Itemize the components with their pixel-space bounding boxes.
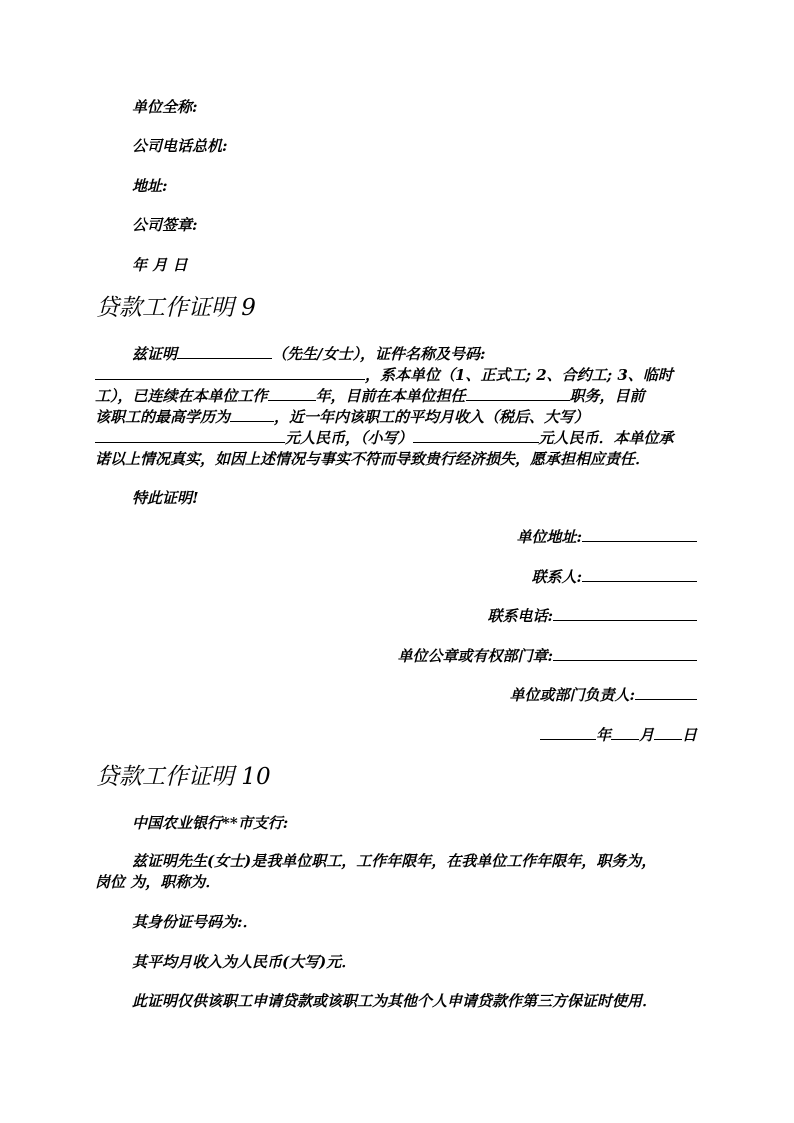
special-proof: 特此证明! [132,489,199,507]
para-text: 诺以上情况真实，如因上述情况与事实不符而导致贵行经济损失，愿承担相应责任． [95,450,651,468]
unit-address-row [516,527,697,547]
date-row [540,725,697,745]
contact-blank [582,567,697,582]
address-label: 地址: [132,177,168,195]
income-upper-blank [95,428,285,443]
income-lower-blank [413,428,539,443]
usage-line: 此证明仅供该职工申请贷款或该职工为其他个人申请贷款作第三方保证时使用． [132,992,658,1010]
head-blank [635,685,697,700]
day-label: 日 [681,726,697,744]
para-text: 工），已连续在本单位工作 [95,387,268,405]
position-blank [466,386,570,401]
para-text: 元人民币．本单位承 [538,429,674,447]
id-number-line: 其身份证号码为:． [132,913,258,931]
contact-phone-blank [553,606,697,621]
years-blank [268,386,316,401]
company-phone-label: 公司电话总机: [132,137,228,155]
seal-row [397,646,697,666]
year-label: 年 [595,726,611,744]
name-blank [177,344,272,359]
unit-address-blank [582,527,697,542]
seal-label: 单位公章或有权部门章: [397,647,553,665]
unit-address-label: 单位地址: [516,528,582,546]
month-label: 月 [638,726,654,744]
section9-heading: 贷款工作证明 9 [96,295,256,321]
income-line: 其平均月收入为人民币(大写)元． [132,953,357,971]
para-text: ，系本单位（1、正式工; 2、合约工; 3、临时 [365,366,673,384]
para-line: 岗位 为，职称为． [95,873,221,891]
year-blank [540,725,596,740]
section10-heading: 贷款工作证明 10 [96,764,271,790]
id-blank [95,365,365,380]
head-row [509,685,697,705]
contact-phone-label: 联系电话: [487,607,553,625]
seal-blank [553,646,697,661]
contact-label: 联系人: [531,568,582,586]
para-text: ，近一年内该职工的平均月收入（税后、大写） [274,408,590,426]
contact-phone-row [487,606,697,626]
para-text: 年，目前在本单位担任 [315,387,466,405]
head-label: 单位或部门负责人: [509,686,635,704]
para-text: （先生/女士），证件名称及号码: [272,345,486,363]
day-blank [654,725,682,740]
para-text: 元人民币，（小写） [285,429,413,447]
unit-full-name-label: 单位全称: [132,98,198,116]
contact-row [531,567,697,587]
section10-paragraph [95,851,699,893]
section9-paragraph [95,344,699,470]
bank-name: 中国农业银行**市支行: [132,814,289,832]
date-label: 年 月 日 [132,256,188,274]
para-text: 兹证明 [132,345,178,363]
education-blank [230,407,274,422]
para-text: 该职工的最高学历为 [95,408,231,426]
month-blank [611,725,639,740]
para-line: 兹证明先生(女士)是我单位职工，工作年限年，在我单位工作年限年，职务为， [132,852,657,870]
company-seal-label: 公司签章: [132,216,198,234]
para-text: 职务，目前 [569,387,645,405]
